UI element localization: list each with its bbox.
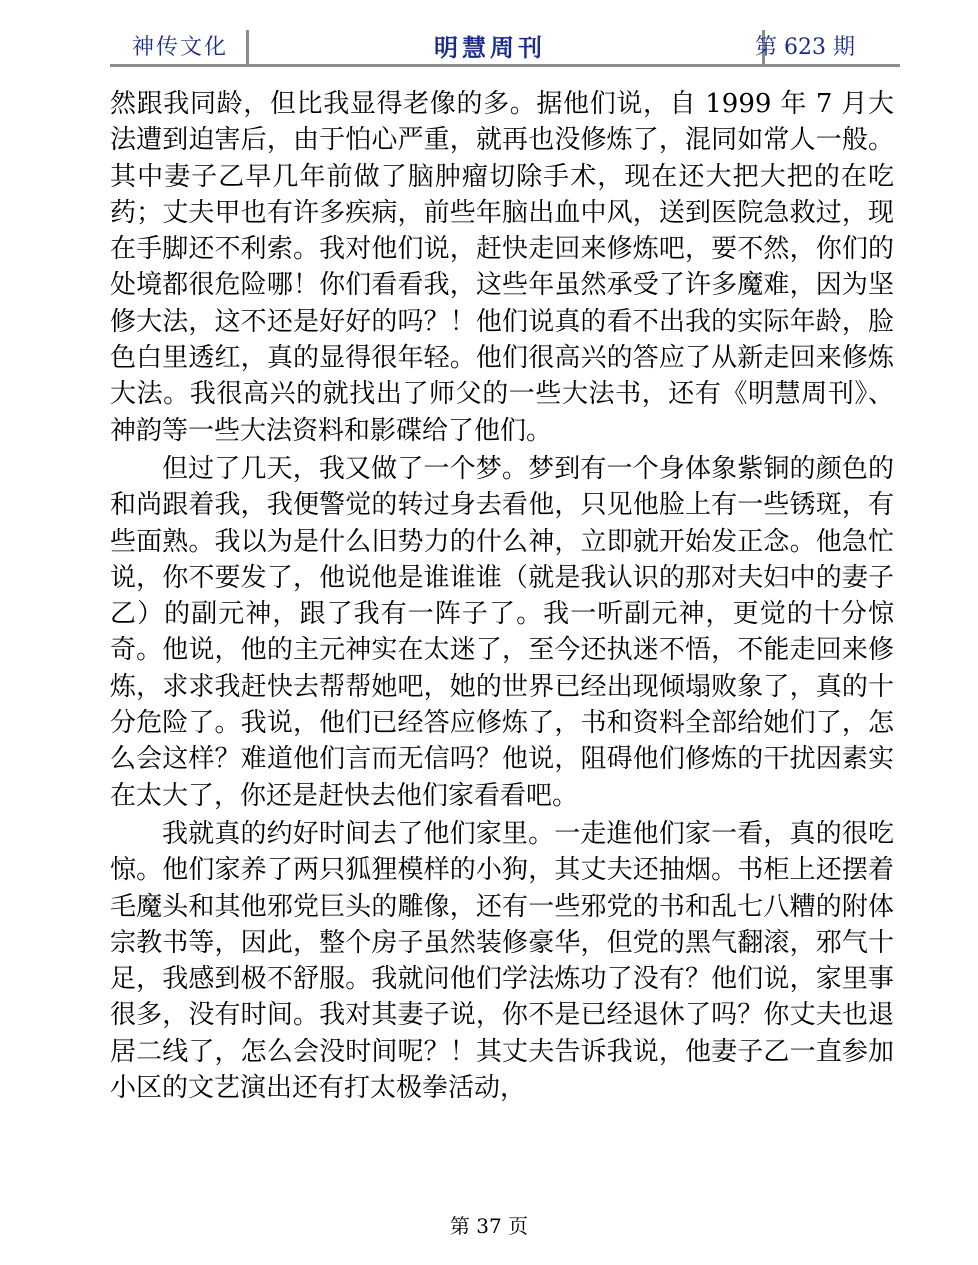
page-header — [110, 26, 900, 68]
header-issue-number: 第 623 期 — [755, 34, 855, 60]
header-section-label: 神传文化 — [131, 34, 228, 60]
paragraph-dream: 但过了几天，我又做了一个梦。梦到有一个身体象紫铜的颜色的和尚跟着我，我便警觉的转过身去看他，只见他脸上有一些锈斑，有些面熟。我以为是什么旧势力的什么神，立即就开始发正念。他急忙说，你不要发了，他说他是谁谁谁（就是我认识的那对夫妇中的妻子乙）的副元神，跟了我有一阵子了。我一听副元神，更觉的十分惊奇。他说，他的主元神实在太迷了，至今还执迷不悟，不能走回来修炼，求求我赶快去帮帮她吧，她的世界已经出现倾塌败象了，真的十分危险了。我说，他们已经答应修炼了，书和资料全部给她们了，怎么会这样？难道他们言而无信吗？他说，阻碍他们修炼的干扰因素实在太大了，你还是赶快去他们家看看吧。 — [110, 453, 894, 811]
article-body — [110, 86, 894, 1106]
header-publication-title: 明慧周刊 — [434, 32, 546, 62]
page-number: 第 37 页 — [449, 1214, 529, 1238]
paragraph-visit: 我就真的约好时间去了他们家里。一走進他们家一看，真的很吃惊。他们家养了两只狐狸模样的小狗，其丈夫还抽烟。书柜上还摆着毛魔头和其他邪党巨头的雕像，还有一些邪党的书和乱七八糟的附体宗教书等，因此，整个房子虽然装修豪华，但党的黑气翻滚，邪气十足，我感到极不舒服。我就问他们学法炼功了没有？他们说，家里事很多，没有时间。我对其妻子说，你不是已经退休了吗？你丈夫也退居二线了，怎么会没时间呢？！其丈夫告诉我说，他妻子乙一直参加小区的文艺演出还有打太极拳活动， — [110, 818, 894, 1104]
header-divider-left — [246, 30, 249, 64]
paragraph-continued: 然跟我同龄，但比我显得老像的多。据他们说，自 1999 年 7 月大法遭到迫害后，由于怕心严重，就再也没修炼了，混同如常人一般。其中妻子乙早几年前做了脑肿瘤切除手术，现在还大把大把的在吃药；丈夫甲也有许多疾病，前些年脑出血中风，送到医院急救过，现在手脚还不利索。我对他们说，赶快走回来修炼吧，要不然，你们的处境都很危险哪！你们看看我，这些年虽然承受了许多魔难，因为坚修大法，这不还是好好的吗？！他们说真的看不出我的实际年龄，脸色白里透红，真的显得很年轻。他们很高兴的答应了从新走回来修炼大法。我很高兴的就找出了师父的一些大法书，还有《明慧周刊》、神韵等一些大法资料和影碟给了他们。 — [110, 89, 894, 446]
header-rule — [110, 64, 900, 67]
